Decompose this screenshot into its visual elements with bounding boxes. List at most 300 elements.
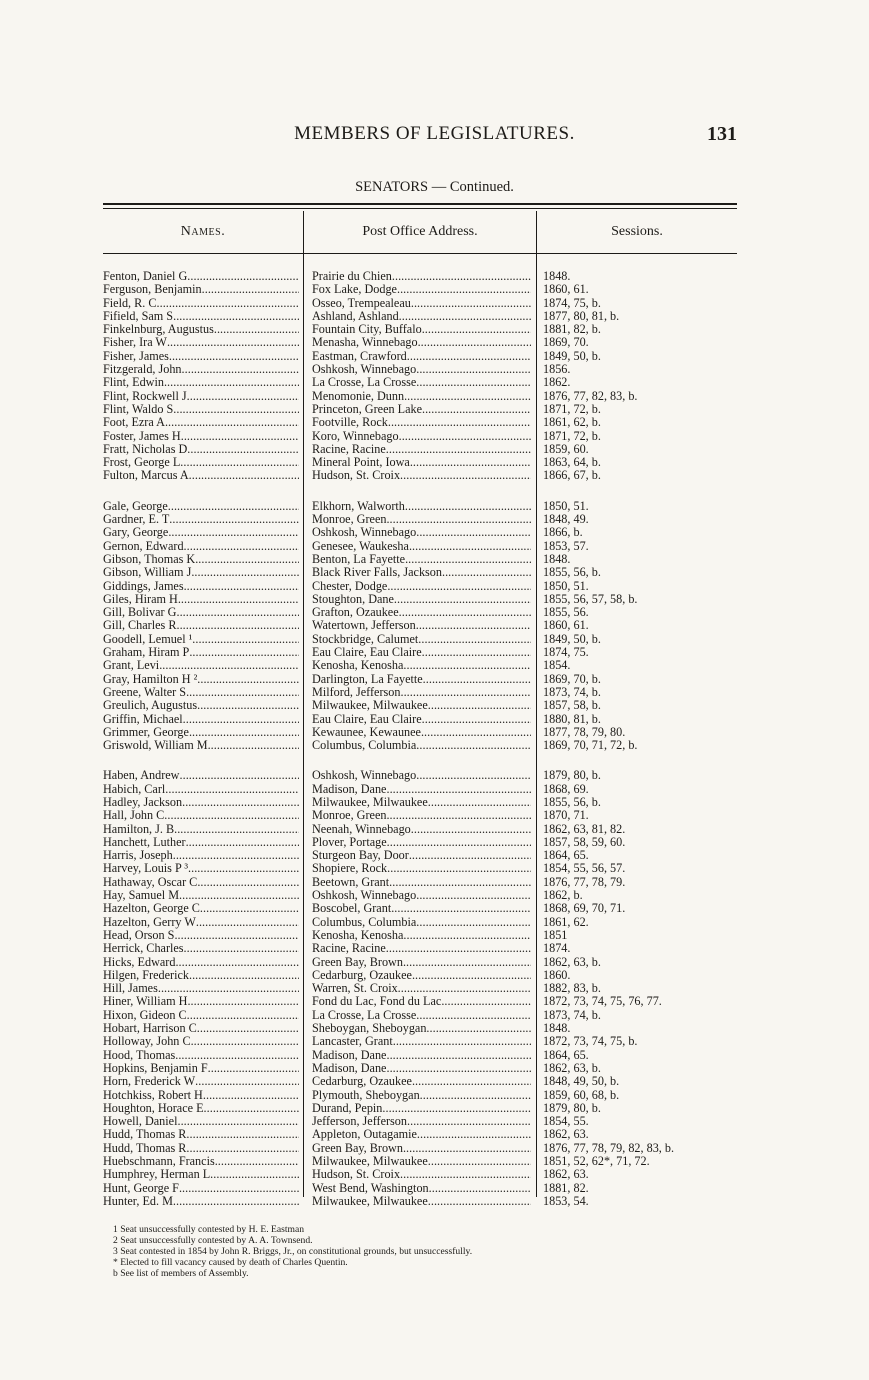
table-row: [0, 606, 869, 619]
member-name: Greene, Walter S: [103, 685, 187, 699]
sessions-cell: [543, 769, 733, 782]
post-office-address-cell: [312, 942, 531, 955]
page-title: MEMBERS OF LEGISLATURES.: [294, 123, 575, 144]
dot-leader: [165, 416, 299, 429]
member-name-cell: [103, 619, 299, 632]
sessions: 1849, 50, b.: [543, 632, 601, 646]
sessions-cell: [543, 876, 733, 889]
post-office-address: Monroe, Green: [312, 513, 387, 527]
post-office-address-cell: [312, 1168, 531, 1181]
dot-leader: [187, 270, 299, 283]
post-office-address-cell: [312, 469, 531, 482]
sessions-cell: [543, 363, 733, 376]
running-head: [0, 123, 869, 147]
table-row: [0, 1022, 869, 1035]
member-name: Hotchkiss, Robert H: [103, 1088, 203, 1102]
table-row: [0, 796, 869, 809]
dot-leader: [422, 646, 531, 659]
member-name: Gernon, Edward: [103, 539, 184, 553]
post-office-address: Durand, Pepin: [312, 1101, 383, 1115]
table-row: [0, 929, 869, 942]
dot-leader: [181, 430, 299, 443]
post-office-address: Plymouth, Sheboygan: [312, 1088, 420, 1102]
column-header-sessions: Sessions.: [611, 224, 663, 239]
post-office-address-cell: [312, 1022, 531, 1035]
member-name: Hunter, Ed. M: [103, 1194, 173, 1208]
table-row: [0, 1115, 869, 1128]
post-office-address: Boscobel, Grant: [312, 902, 392, 916]
sessions: 1860, 61.: [543, 283, 589, 297]
post-office-address: Kenosha, Kenosha: [312, 928, 404, 942]
member-name: Fisher, James: [103, 349, 169, 363]
post-office-address-cell: [312, 713, 531, 726]
dot-leader: [426, 1022, 531, 1035]
table-top-rule: [103, 203, 737, 205]
sessions-cell: [543, 713, 733, 726]
dot-leader: [204, 1102, 299, 1115]
dot-leader: [416, 363, 531, 376]
sessions: 1854, 55, 56, 57.: [543, 862, 626, 876]
dot-leader: [168, 526, 299, 539]
member-name-cell: [103, 430, 299, 443]
post-office-address-cell: [312, 336, 531, 349]
member-name: Hazelton, George C: [103, 902, 200, 916]
dot-leader: [400, 469, 531, 482]
dot-leader: [176, 606, 299, 619]
dot-leader: [416, 916, 531, 929]
dot-leader: [417, 1128, 531, 1141]
post-office-address-cell: [312, 297, 531, 310]
post-office-address-cell: [312, 500, 531, 513]
table-row: [0, 809, 869, 822]
post-office-address: West Bend, Washington: [312, 1181, 429, 1195]
sessions-cell: [543, 500, 733, 513]
sessions-cell: [543, 1089, 733, 1102]
table-row: [0, 1009, 869, 1022]
dot-leader: [180, 769, 300, 782]
member-name-cell: [103, 1089, 299, 1102]
dot-leader: [388, 416, 531, 429]
dot-leader: [409, 849, 531, 862]
dot-leader: [182, 363, 299, 376]
sessions-cell: [543, 796, 733, 809]
dot-leader: [416, 619, 531, 632]
sessions-cell: [543, 469, 733, 482]
member-name-cell: [103, 323, 299, 336]
table-row: [0, 699, 869, 712]
post-office-address-cell: [312, 889, 531, 902]
post-office-address: Green Bay, Brown: [312, 955, 403, 969]
sessions-cell: [543, 297, 733, 310]
member-name: Hall, John C: [103, 809, 165, 823]
table-row: [0, 566, 869, 579]
post-office-address: Racine, Racine: [312, 942, 386, 956]
sessions: 1871, 72, b.: [543, 402, 601, 416]
table-row: [0, 726, 869, 739]
table-row: [0, 902, 869, 915]
dot-leader: [386, 783, 531, 796]
dot-leader: [173, 403, 299, 416]
member-name: Hudd, Thomas R: [103, 1128, 187, 1142]
member-name-cell: [103, 540, 299, 553]
post-office-address: Shopiere, Rock: [312, 862, 388, 876]
dot-leader: [184, 580, 299, 593]
sessions-cell: [543, 739, 733, 752]
post-office-address-cell: [312, 363, 531, 376]
member-name: Fisher, Ira W: [103, 336, 167, 350]
post-office-address-cell: [312, 783, 531, 796]
dot-leader: [399, 310, 531, 323]
dot-leader: [189, 646, 299, 659]
post-office-address-cell: [312, 1195, 531, 1208]
post-office-address: Oshkosh, Winnebago: [312, 363, 417, 377]
member-name: Gray, Hamilton H ²: [103, 672, 198, 686]
sessions-cell: [543, 686, 733, 699]
table-row: [0, 336, 869, 349]
member-name: Humphrey, Herman L: [103, 1168, 211, 1182]
sessions-cell: [543, 526, 733, 539]
member-name-cell: [103, 350, 299, 363]
member-name: Hilgen, Frederick: [103, 968, 189, 982]
sessions: 1859, 60, 68, b.: [543, 1088, 620, 1102]
table-row: [0, 416, 869, 429]
sessions-cell: [543, 270, 733, 283]
post-office-address-cell: [312, 540, 531, 553]
member-name-cell: [103, 646, 299, 659]
dot-leader: [196, 916, 299, 929]
dot-leader: [195, 553, 299, 566]
table-row: [0, 1075, 869, 1088]
sessions: 1866, b.: [543, 526, 583, 540]
table-row: [0, 390, 869, 403]
member-name: Head, Orson S: [103, 928, 175, 942]
sessions-cell: [543, 1075, 733, 1088]
dot-leader: [175, 956, 299, 969]
post-office-address: Fountain City, Buffalo: [312, 323, 422, 337]
post-office-address-cell: [312, 1075, 531, 1088]
post-office-address: Neenah, Winnebago: [312, 822, 411, 836]
dot-leader: [418, 633, 531, 646]
sessions: 1877, 78, 79, 80.: [543, 725, 626, 739]
dot-leader: [416, 376, 531, 389]
post-office-address-cell: [312, 553, 531, 566]
sessions: 1853, 57.: [543, 539, 589, 553]
footnote: 3 Seat contested in 1854 by John R. Briggs, Jr., on constitutional grounds, but unsuccessfully.: [113, 1246, 473, 1257]
member-name-cell: [103, 1115, 299, 1128]
dot-leader: [403, 956, 531, 969]
post-office-address: Plover, Portage: [312, 835, 387, 849]
dot-leader: [192, 633, 299, 646]
table-row: [0, 783, 869, 796]
post-office-address: Genesee, Waukesha: [312, 539, 409, 553]
dot-leader: [428, 699, 531, 712]
member-name-cell: [103, 283, 299, 296]
dot-leader: [393, 1035, 531, 1048]
dot-leader: [416, 769, 531, 782]
member-name: Gibson, William J: [103, 566, 192, 580]
dot-leader: [210, 1168, 299, 1181]
dot-leader: [428, 1195, 531, 1208]
table-row: [0, 982, 869, 995]
dot-leader: [176, 619, 299, 632]
sessions-cell: [543, 1049, 733, 1062]
post-office-address: Milwaukee, Milwaukee: [312, 795, 428, 809]
dot-leader: [429, 1182, 531, 1195]
post-office-address-cell: [312, 1115, 531, 1128]
dot-leader: [416, 526, 531, 539]
post-office-address: Darlington, La Fayette: [312, 672, 423, 686]
table-row: [0, 1128, 869, 1141]
dot-leader: [159, 659, 299, 672]
dot-leader: [179, 889, 299, 902]
dot-leader: [403, 929, 531, 942]
member-name: Hay, Samuel M: [103, 889, 180, 903]
sessions-cell: [543, 1035, 733, 1048]
sessions: 1877, 80, 81, b.: [543, 309, 620, 323]
member-name-cell: [103, 633, 299, 646]
table-row: [0, 1035, 869, 1048]
post-office-address: Appleton, Outagamie: [312, 1128, 417, 1142]
member-name-cell: [103, 1128, 299, 1141]
post-office-address-cell: [312, 606, 531, 619]
table-row: [0, 876, 869, 889]
member-name: Hunt, George F: [103, 1181, 179, 1195]
table-row: [0, 350, 869, 363]
post-office-address-cell: [312, 390, 531, 403]
sessions: 1882, 83, b.: [543, 982, 601, 996]
member-name: Hopkins, Benjamin F: [103, 1061, 208, 1075]
post-office-address: Madison, Dane: [312, 782, 387, 796]
member-name: Fenton, Daniel G: [103, 270, 188, 283]
sessions-cell: [543, 336, 733, 349]
member-name-cell: [103, 1062, 299, 1075]
sessions: 1869, 70, 71, 72, b.: [543, 739, 638, 753]
senators-table-body: [0, 270, 869, 1208]
member-name: Hood, Thomas: [103, 1048, 176, 1062]
post-office-address: Elkhorn, Walworth: [312, 499, 405, 513]
member-name-cell: [103, 739, 299, 752]
dot-leader: [167, 336, 299, 349]
sessions-cell: [543, 726, 733, 739]
post-office-address: Black River Falls, Jackson: [312, 566, 442, 580]
sessions: 1848, 49, 50, b.: [543, 1075, 620, 1089]
post-office-address-cell: [312, 796, 531, 809]
post-office-address-cell: [312, 995, 531, 1008]
post-office-address-cell: [312, 430, 531, 443]
table-row: [0, 769, 869, 782]
member-name-cell: [103, 1168, 299, 1181]
table-row: [0, 659, 869, 672]
post-office-address-cell: [312, 1102, 531, 1115]
table-row: [0, 1155, 869, 1168]
dot-leader: [386, 1049, 531, 1062]
post-office-address-cell: [312, 686, 531, 699]
member-name-cell: [103, 699, 299, 712]
member-name: Holloway, John C: [103, 1035, 191, 1049]
member-name: Fratt, Nicholas D: [103, 442, 188, 456]
dot-leader: [187, 995, 299, 1008]
member-name: Flint, Waldo S: [103, 402, 174, 416]
post-office-address: Hudson, St. Croix: [312, 1168, 401, 1182]
post-office-address: Columbus, Columbia: [312, 739, 417, 753]
dot-leader: [203, 1089, 299, 1102]
post-office-address-cell: [312, 403, 531, 416]
dot-leader: [400, 686, 531, 699]
dot-leader: [202, 283, 299, 296]
sessions-cell: [543, 593, 733, 606]
member-name: Goodell, Lemuel ¹: [103, 632, 193, 646]
sessions: 1869, 70, b.: [543, 672, 601, 686]
post-office-address-cell: [312, 376, 531, 389]
member-name-cell: [103, 456, 299, 469]
member-name-cell: [103, 1049, 299, 1062]
member-name-cell: [103, 526, 299, 539]
sessions-cell: [543, 1182, 733, 1195]
member-name-cell: [103, 673, 299, 686]
post-office-address: Kenosha, Kenosha: [312, 659, 404, 673]
post-office-address: Hudson, St. Croix: [312, 469, 401, 483]
dot-leader: [399, 606, 531, 619]
post-office-address-cell: [312, 902, 531, 915]
table-row: [0, 593, 869, 606]
sessions: 1856.: [543, 363, 571, 377]
sessions-cell: [543, 540, 733, 553]
sessions: 1873, 74, b.: [543, 685, 601, 699]
member-name-cell: [103, 916, 299, 929]
post-office-address-cell: [312, 956, 531, 969]
table-row: [0, 580, 869, 593]
post-office-address-cell: [312, 726, 531, 739]
post-office-address-cell: [312, 513, 531, 526]
sessions-cell: [543, 403, 733, 416]
member-name-cell: [103, 726, 299, 739]
sessions: 1862, b.: [543, 889, 583, 903]
dot-leader: [168, 500, 299, 513]
sessions: 1855, 56.: [543, 606, 589, 620]
sessions-cell: [543, 553, 733, 566]
post-office-address: La Crosse, La Crosse: [312, 376, 417, 390]
post-office-address: Racine, Racine: [312, 442, 386, 456]
member-name: Hiner, William H: [103, 995, 188, 1009]
dot-leader: [214, 323, 299, 336]
dot-leader: [441, 995, 531, 1008]
sessions-cell: [543, 350, 733, 363]
member-name-cell: [103, 783, 299, 796]
sessions-cell: [543, 443, 733, 456]
post-office-address-cell: [312, 659, 531, 672]
table-row: [0, 1102, 869, 1115]
table-row: [0, 995, 869, 1008]
post-office-address-cell: [312, 769, 531, 782]
dot-leader: [184, 540, 299, 553]
post-office-address-cell: [312, 646, 531, 659]
dot-leader: [407, 350, 531, 363]
sessions-cell: [543, 606, 733, 619]
member-name: Hanchett, Luther: [103, 835, 186, 849]
post-office-address: Eastman, Crawford: [312, 349, 407, 363]
sessions-cell: [543, 566, 733, 579]
member-name: Giddings, James: [103, 579, 184, 593]
member-name: Greulich, Augustus: [103, 699, 198, 713]
member-name-cell: [103, 500, 299, 513]
dot-leader: [386, 942, 531, 955]
sessions-cell: [543, 1022, 733, 1035]
member-name-cell: [103, 416, 299, 429]
sessions-cell: [543, 783, 733, 796]
dot-leader: [421, 726, 531, 739]
table-row: [0, 713, 869, 726]
post-office-address: Oshkosh, Winnebago: [312, 526, 417, 540]
member-name-cell: [103, 823, 299, 836]
sessions: 1881, 82, b.: [543, 323, 601, 337]
dot-leader: [405, 500, 531, 513]
sessions: 1859, 60.: [543, 442, 589, 456]
dot-leader: [178, 593, 299, 606]
footnote: 2 Seat unsuccessfully contested by A. A. Townsend.: [113, 1235, 313, 1246]
post-office-address-cell: [312, 982, 531, 995]
sessions: 1874, 75, b.: [543, 296, 601, 310]
sessions-cell: [543, 580, 733, 593]
member-name-cell: [103, 513, 299, 526]
sessions: 1876, 77, 78, 79.: [543, 875, 626, 889]
sessions-cell: [543, 1102, 733, 1115]
member-name-cell: [103, 363, 299, 376]
table-row: [0, 633, 869, 646]
dot-leader: [405, 553, 531, 566]
post-office-address: Fond du Lac, Fond du Lac: [312, 995, 442, 1009]
sessions-cell: [543, 646, 733, 659]
post-office-address: Benton, La Fayette: [312, 552, 406, 566]
dot-leader: [174, 823, 299, 836]
group-gap: [0, 752, 869, 769]
dot-leader: [418, 336, 531, 349]
member-name-cell: [103, 580, 299, 593]
table-row: [0, 646, 869, 659]
sessions: 1876, 77, 82, 83, b.: [543, 389, 638, 403]
dot-leader: [200, 902, 299, 915]
member-name-cell: [103, 995, 299, 1008]
member-name-cell: [103, 566, 299, 579]
post-office-address-cell: [312, 443, 531, 456]
post-office-address: Grafton, Ozaukee: [312, 606, 399, 620]
dot-leader: [175, 1049, 299, 1062]
dot-leader: [169, 513, 299, 526]
dot-leader: [177, 1115, 299, 1128]
sessions: 1848.: [543, 1022, 571, 1036]
member-name: Griffin, Michael: [103, 712, 183, 726]
footnote: b See list of members of Assembly.: [113, 1268, 249, 1279]
member-name: Frost, George L: [103, 456, 181, 470]
member-name-cell: [103, 969, 299, 982]
member-name-cell: [103, 593, 299, 606]
member-name-cell: [103, 769, 299, 782]
post-office-address: Sturgeon Bay, Door: [312, 849, 409, 863]
post-office-address-cell: [312, 876, 531, 889]
member-name: Field, R. C: [103, 296, 157, 310]
post-office-address: Milwaukee, Milwaukee: [312, 699, 428, 713]
post-office-address: Oshkosh, Winnebago: [312, 769, 417, 783]
table-row: [0, 739, 869, 752]
dot-leader: [398, 982, 531, 995]
post-office-address: Madison, Dane: [312, 1048, 387, 1062]
dot-leader: [179, 1182, 299, 1195]
member-name-cell: [103, 876, 299, 889]
dot-leader: [387, 580, 531, 593]
member-name-cell: [103, 1075, 299, 1088]
sessions-cell: [543, 809, 733, 822]
member-name: Flint, Edwin: [103, 376, 164, 390]
sessions: 1879, 80, b.: [543, 769, 601, 783]
